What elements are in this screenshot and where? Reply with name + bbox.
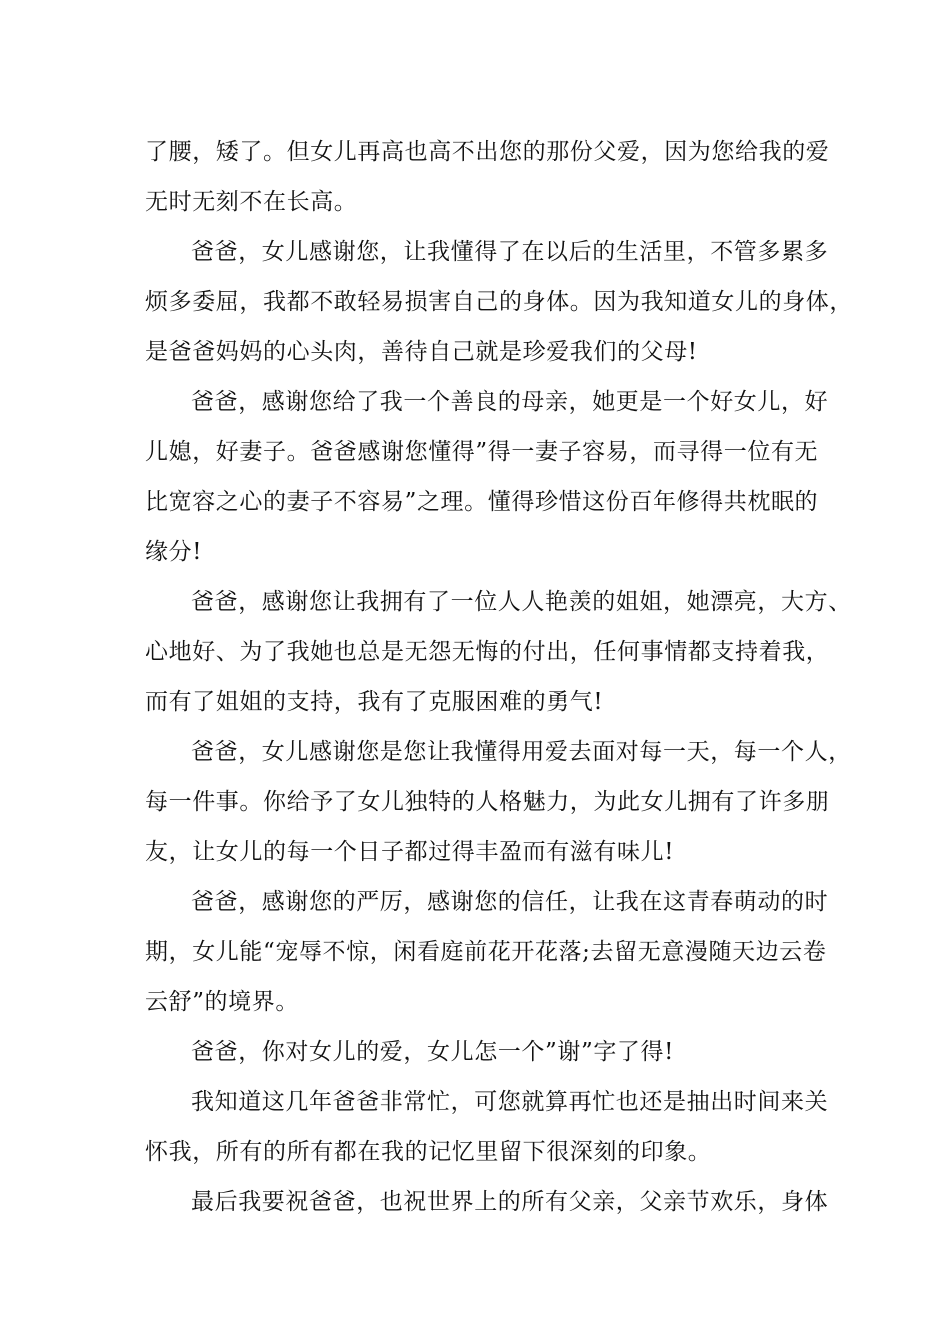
text-line: 我知道这几年爸爸非常忙，可您就算再忙也还是抽出时间来关	[191, 1089, 829, 1115]
text-line: 最后我要祝爸爸，也祝世界上的所有父亲，父亲节欢乐，身体	[191, 1189, 829, 1215]
text-line: 儿媳，好妻子。爸爸感谢您懂得”得一妻子容易，而寻得一位有无	[145, 439, 819, 465]
document-body	[145, 127, 853, 1227]
text-line: 云舒”的境界。	[145, 989, 299, 1015]
text-line: 怀我，所有的所有都在我的记忆里留下很深刻的印象。	[145, 1139, 712, 1165]
text-line: 爸爸，感谢您让我拥有了一位人人艳羡的姐姐，她漂亮，大方、	[191, 589, 852, 615]
text-line: 了腰，矮了。但女儿再高也高不出您的那份父爱，因为您给我的爱	[145, 139, 830, 165]
text-line: 无时无刻不在长高。	[145, 189, 358, 215]
text-line: 爸爸，女儿感谢您是您让我懂得用爱去面对每一天，每一个人，	[191, 739, 852, 765]
text-line: 期，女儿能“宠辱不惊，闲看庭前花开花落;去留无意漫随天边云卷	[145, 939, 827, 965]
text-line: 友，让女儿的每一个日子都过得丰盈而有滋有味儿!	[145, 839, 675, 865]
text-line: 而有了姐姐的支持，我有了克服困难的勇气!	[145, 689, 604, 715]
text-line: 是爸爸妈妈的心头肉，善待自己就是珍爱我们的父母!	[145, 339, 698, 365]
text-line: 爸爸，感谢您给了我一个善良的母亲，她更是一个好女儿，好	[191, 389, 829, 415]
text-line: 每一件事。你给予了女儿独特的人格魅力，为此女儿拥有了许多朋	[145, 789, 830, 815]
text-line: 爸爸，女儿感谢您，让我懂得了在以后的生活里，不管多累多	[191, 239, 829, 265]
text-line: 心地好、为了我她也总是无怨无悔的付出，任何事情都支持着我，	[145, 639, 830, 665]
text-line: 爸爸，感谢您的严厉，感谢您的信任，让我在这青春萌动的时	[191, 889, 829, 915]
text-line: 比宽容之心的妻子不容易”之理。懂得珍惜这份百年修得共枕眠的	[145, 489, 819, 515]
text-line: 烦多委屈，我都不敢轻易损害自己的身体。因为我知道女儿的身体，	[145, 289, 853, 315]
text-line: 缘分!	[145, 539, 203, 565]
text-line: 爸爸，你对女儿的爱，女儿怎一个”谢”字了得!	[191, 1039, 674, 1065]
